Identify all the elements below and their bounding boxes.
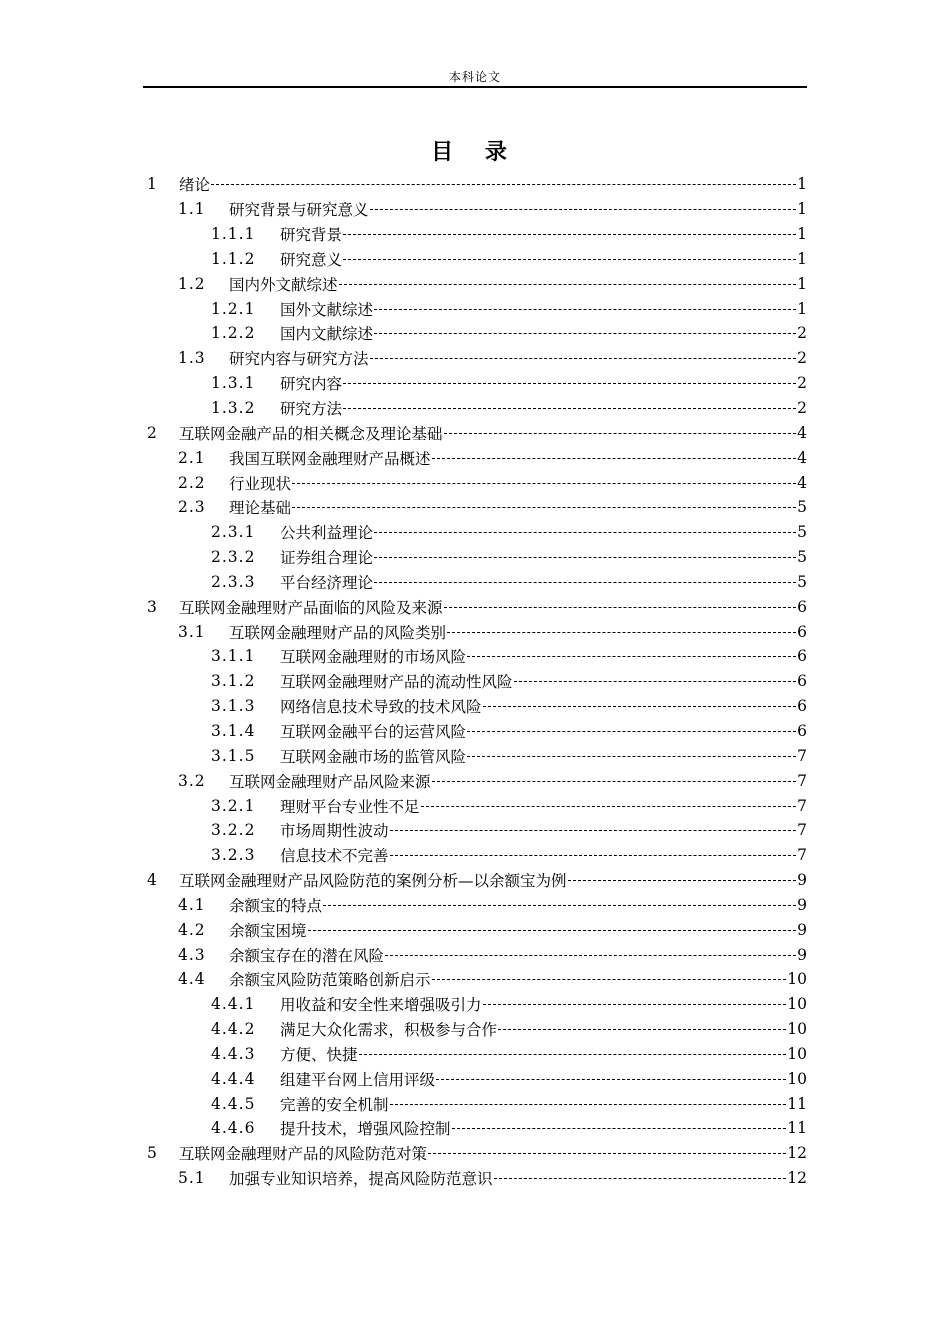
toc-entry-number: 4 (147, 871, 158, 890)
toc-leader (211, 184, 796, 185)
toc-entry-title: 互联网金融产品的相关概念及理论基础 (179, 424, 443, 443)
toc-entry-number: 4.4.5 (211, 1094, 256, 1113)
toc-entry-page: 7 (797, 746, 807, 765)
toc-entry[interactable] (143, 669, 807, 694)
toc-entry-page: 2 (797, 399, 807, 418)
toc-entry[interactable] (143, 743, 807, 768)
toc-leader (390, 1104, 787, 1105)
toc-leader (385, 955, 796, 956)
toc-entry-title: 余额宝存在的潜在风险 (229, 946, 385, 965)
toc-entry-number: 2.3.2 (211, 548, 256, 567)
toc-entry-title: 组建平台网上信用评级 (280, 1070, 436, 1089)
toc-entry-title: 市场周期性波动 (280, 822, 389, 841)
toc-entry-page: 6 (797, 597, 807, 616)
toc-entry-title: 研究背景 (280, 226, 343, 245)
toc-entry[interactable] (143, 843, 807, 868)
toc-entry-title: 研究内容与研究方法 (229, 350, 369, 369)
toc-leader (343, 259, 796, 260)
toc-entry[interactable] (143, 1017, 807, 1042)
toc-leader (370, 358, 797, 359)
toc-entry-page: 10 (787, 1020, 807, 1039)
toc-entry[interactable] (143, 1042, 807, 1067)
toc-entry[interactable] (143, 967, 807, 992)
toc-entry-number: 2.3.3 (211, 572, 256, 591)
toc-entry[interactable] (143, 470, 807, 495)
toc-entry-number: 4.4.1 (211, 995, 256, 1014)
toc-entry[interactable] (143, 247, 807, 272)
toc-entry-title: 信息技术不完善 (280, 847, 389, 866)
toc-entry-number: 3.1.3 (211, 697, 256, 716)
toc-leader (428, 1153, 786, 1154)
toc-entry-title: 互联网金融理财产品的风险防范对策 (179, 1145, 428, 1164)
toc-entry-page: 6 (797, 697, 807, 716)
toc-entry[interactable] (143, 396, 807, 421)
toc-entry-title: 方便、快捷 (280, 1045, 358, 1064)
toc-entry-number: 4.2 (178, 920, 206, 939)
toc-leader (374, 333, 796, 334)
toc-entry-number: 4.4.6 (211, 1119, 256, 1138)
toc-entry[interactable] (143, 917, 807, 942)
toc-leader (514, 681, 797, 682)
toc-entry-title: 研究内容 (280, 375, 343, 394)
toc-entry[interactable] (143, 420, 807, 445)
toc-entry-title: 证券组合理论 (280, 549, 374, 568)
toc-entry-number: 4.4.4 (211, 1069, 256, 1088)
toc-entry-title: 互联网金融理财产品风险来源 (229, 772, 431, 791)
toc-entry[interactable] (143, 570, 807, 595)
toc-leader (447, 632, 796, 633)
toc-entry-page: 5 (797, 498, 807, 517)
toc-entry[interactable] (143, 719, 807, 744)
toc-entry-title: 互联网金融理财产品的风险类别 (229, 623, 447, 642)
toc-entry-title: 互联网金融理财产品风险防范的案例分析—以余额宝为例 (179, 872, 567, 891)
toc-entry-title: 理财平台专业性不足 (280, 797, 420, 816)
header-rule (143, 86, 807, 88)
toc-entry-number: 3.2 (178, 771, 206, 790)
toc-leader (292, 507, 796, 508)
toc-entry[interactable] (143, 346, 807, 371)
toc-entry-number: 3.1 (178, 622, 206, 641)
toc-entry-title: 互联网金融理财产品的流动性风险 (280, 673, 513, 692)
toc-entry[interactable] (143, 619, 807, 644)
toc-entry-page: 4 (797, 448, 807, 467)
toc-entry-number: 4.4.3 (211, 1044, 256, 1063)
toc-entry[interactable] (143, 892, 807, 917)
toc-entry-page: 7 (797, 846, 807, 865)
toc-entry[interactable] (143, 197, 807, 222)
toc-entry-number: 3.2.2 (211, 821, 256, 840)
toc-entry-page: 12 (787, 1144, 807, 1163)
toc-entry-number: 1.1.2 (211, 249, 256, 268)
toc-leader (467, 756, 796, 757)
toc-leader (444, 607, 797, 608)
toc-entry-title: 行业现状 (229, 474, 292, 493)
toc-entry-page: 11 (787, 1119, 807, 1138)
toc-leader (390, 830, 797, 831)
toc-entry-title: 平台经济理论 (280, 573, 374, 592)
toc-leader (374, 582, 796, 583)
toc-entry[interactable] (143, 768, 807, 793)
toc-entry[interactable] (143, 1116, 807, 1141)
toc-entry-page: 9 (797, 920, 807, 939)
toc-entry-title: 研究背景与研究意义 (229, 201, 369, 220)
toc-entry-number: 2 (147, 423, 158, 442)
toc-entry-number: 2.3.1 (211, 523, 256, 542)
toc-leader (374, 532, 796, 533)
toc-entry-title: 互联网金融市场的监管风险 (280, 747, 467, 766)
toc-leader (308, 930, 797, 931)
toc-entry[interactable] (143, 1066, 807, 1091)
toc-entry[interactable] (143, 1141, 807, 1166)
toc-entry-number: 2.1 (178, 448, 206, 467)
toc-leader (421, 806, 797, 807)
toc-entry-number: 1.3.1 (211, 374, 256, 393)
toc-leader (390, 855, 797, 856)
toc-entry[interactable] (143, 271, 807, 296)
toc-entry-title: 互联网金融平台的运营风险 (280, 722, 467, 741)
toc-entry-page: 1 (797, 299, 807, 318)
toc-entry-number: 1.2.2 (211, 324, 256, 343)
toc-entry-title: 加强专业知识培养，提高风险防范意识 (229, 1170, 493, 1189)
toc-entry[interactable] (143, 321, 807, 346)
toc-entry-page: 2 (797, 324, 807, 343)
toc-leader (359, 1054, 787, 1055)
toc-title: 目 录 (431, 139, 519, 165)
toc-leader (374, 309, 796, 310)
toc-entry-title: 研究方法 (280, 400, 343, 419)
toc-entry-title: 网络信息技术导致的技术风险 (280, 698, 482, 717)
toc-leader (452, 1128, 787, 1129)
toc-entry-page: 5 (797, 548, 807, 567)
toc-entry-number: 3.1.4 (211, 721, 256, 740)
toc-entry-number: 1.3 (178, 349, 206, 368)
toc-entry[interactable] (143, 296, 807, 321)
toc-entry-page: 7 (797, 771, 807, 790)
toc-entry[interactable] (143, 942, 807, 967)
toc-entry[interactable] (143, 818, 807, 843)
toc-entry-title: 公共利益理论 (280, 524, 374, 543)
toc-entry[interactable] (143, 868, 807, 893)
toc-entry-number: 3.1.1 (211, 647, 256, 666)
toc-entry-page: 10 (787, 1044, 807, 1063)
toc-entry-page: 4 (797, 423, 807, 442)
toc-entry[interactable] (143, 1091, 807, 1116)
toc-entry-page: 11 (787, 1094, 807, 1113)
toc-entry-title: 满足大众化需求，积极参与合作 (280, 1021, 498, 1040)
toc-entry-number: 3.2.3 (211, 846, 256, 865)
toc-entry-title: 国外文献综述 (280, 300, 374, 319)
toc-entry-page: 1 (797, 200, 807, 219)
toc-leader (374, 557, 796, 558)
toc-leader (444, 433, 797, 434)
toc-list (143, 172, 807, 1191)
toc-leader (432, 979, 787, 980)
toc-entry[interactable] (143, 644, 807, 669)
toc-leader (436, 1079, 786, 1080)
toc-entry-number: 4.1 (178, 895, 206, 914)
toc-entry-page: 9 (797, 945, 807, 964)
toc-entry-title: 用收益和安全性来增强吸引力 (280, 996, 482, 1015)
toc-entry-page: 10 (787, 970, 807, 989)
toc-entry-title: 国内外文献综述 (229, 275, 338, 294)
toc-entry[interactable] (143, 371, 807, 396)
toc-leader (483, 706, 797, 707)
toc-entry-number: 5 (147, 1144, 158, 1163)
toc-leader (494, 1178, 787, 1179)
toc-entry-number: 1 (147, 175, 158, 194)
toc-entry-page: 2 (797, 349, 807, 368)
toc-entry-number: 1.1 (178, 200, 206, 219)
toc-leader (467, 656, 796, 657)
toc-entry-title: 提升技术，增强风险控制 (280, 1120, 451, 1139)
toc-entry-page: 10 (787, 995, 807, 1014)
toc-entry-title: 互联网金融理财产品面临的风险及来源 (179, 598, 443, 617)
toc-entry-number: 5.1 (178, 1169, 206, 1188)
toc-entry-number: 1.3.2 (211, 399, 256, 418)
toc-entry-number: 1.2.1 (211, 299, 256, 318)
toc-entry-number: 4.4.2 (211, 1020, 256, 1039)
toc-entry-page: 5 (797, 572, 807, 591)
toc-entry-number: 3 (147, 597, 158, 616)
toc-leader (343, 383, 796, 384)
toc-leader (568, 880, 797, 881)
toc-leader (343, 234, 796, 235)
toc-entry-title: 完善的安全机制 (280, 1095, 389, 1114)
toc-entry-title: 理论基础 (229, 499, 292, 518)
toc-entry-title: 互联网金融理财的市场风险 (280, 648, 467, 667)
toc-entry-title: 国内文献综述 (280, 325, 374, 344)
toc-entry-page: 1 (797, 175, 807, 194)
toc-entry-page: 7 (797, 821, 807, 840)
toc-entry-page: 10 (787, 1069, 807, 1088)
toc-leader (323, 905, 796, 906)
toc-entry-page: 2 (797, 374, 807, 393)
toc-leader (483, 1004, 787, 1005)
toc-entry[interactable] (143, 545, 807, 570)
toc-entry-page: 6 (797, 721, 807, 740)
toc-entry[interactable] (143, 495, 807, 520)
toc-entry-page: 1 (797, 249, 807, 268)
toc-entry-page: 6 (797, 622, 807, 641)
toc-entry[interactable] (143, 694, 807, 719)
toc-entry[interactable] (143, 992, 807, 1017)
toc-entry-page: 9 (797, 895, 807, 914)
toc-entry-title: 我国互联网金融理财产品概述 (229, 449, 431, 468)
toc-entry-number: 3.1.5 (211, 746, 256, 765)
toc-entry[interactable] (143, 520, 807, 545)
toc-entry-page: 6 (797, 672, 807, 691)
toc-entry[interactable] (143, 793, 807, 818)
toc-entry-page: 4 (797, 473, 807, 492)
toc-entry-number: 1.2 (178, 274, 206, 293)
toc-leader (292, 483, 796, 484)
toc-entry-number: 3.2.1 (211, 796, 256, 815)
toc-entry-page: 12 (787, 1169, 807, 1188)
toc-entry-title: 绪论 (179, 176, 211, 195)
toc-entry-number: 2.2 (178, 473, 206, 492)
toc-leader (370, 209, 797, 210)
toc-leader (343, 408, 796, 409)
toc-entry-page: 9 (797, 871, 807, 890)
toc-entry-number: 1.1.1 (211, 225, 256, 244)
toc-leader (432, 458, 797, 459)
toc-entry-number: 4.4 (178, 970, 206, 989)
toc-leader (498, 1029, 786, 1030)
toc-entry[interactable] (143, 172, 807, 197)
toc-entry-title: 研究意义 (280, 250, 343, 269)
toc-leader (339, 284, 797, 285)
toc-entry-number: 4.3 (178, 945, 206, 964)
toc-entry-title: 余额宝的特点 (229, 896, 323, 915)
toc-entry-page: 7 (797, 796, 807, 815)
toc-entry[interactable] (143, 594, 807, 619)
toc-leader (467, 731, 796, 732)
toc-entry[interactable] (143, 1166, 807, 1191)
toc-entry-title: 余额宝风险防范策略创新启示 (229, 971, 431, 990)
toc-entry[interactable] (143, 222, 807, 247)
toc-entry-number: 3.1.2 (211, 672, 256, 691)
toc-entry-page: 1 (797, 225, 807, 244)
toc-entry-page: 5 (797, 523, 807, 542)
toc-entry-number: 2.3 (178, 498, 206, 517)
toc-leader (432, 781, 797, 782)
toc-entry-page: 6 (797, 647, 807, 666)
toc-entry[interactable] (143, 445, 807, 470)
toc-entry-page: 1 (797, 274, 807, 293)
page-header: 本科论文 (448, 70, 501, 84)
toc-entry-title: 余额宝困境 (229, 921, 307, 940)
